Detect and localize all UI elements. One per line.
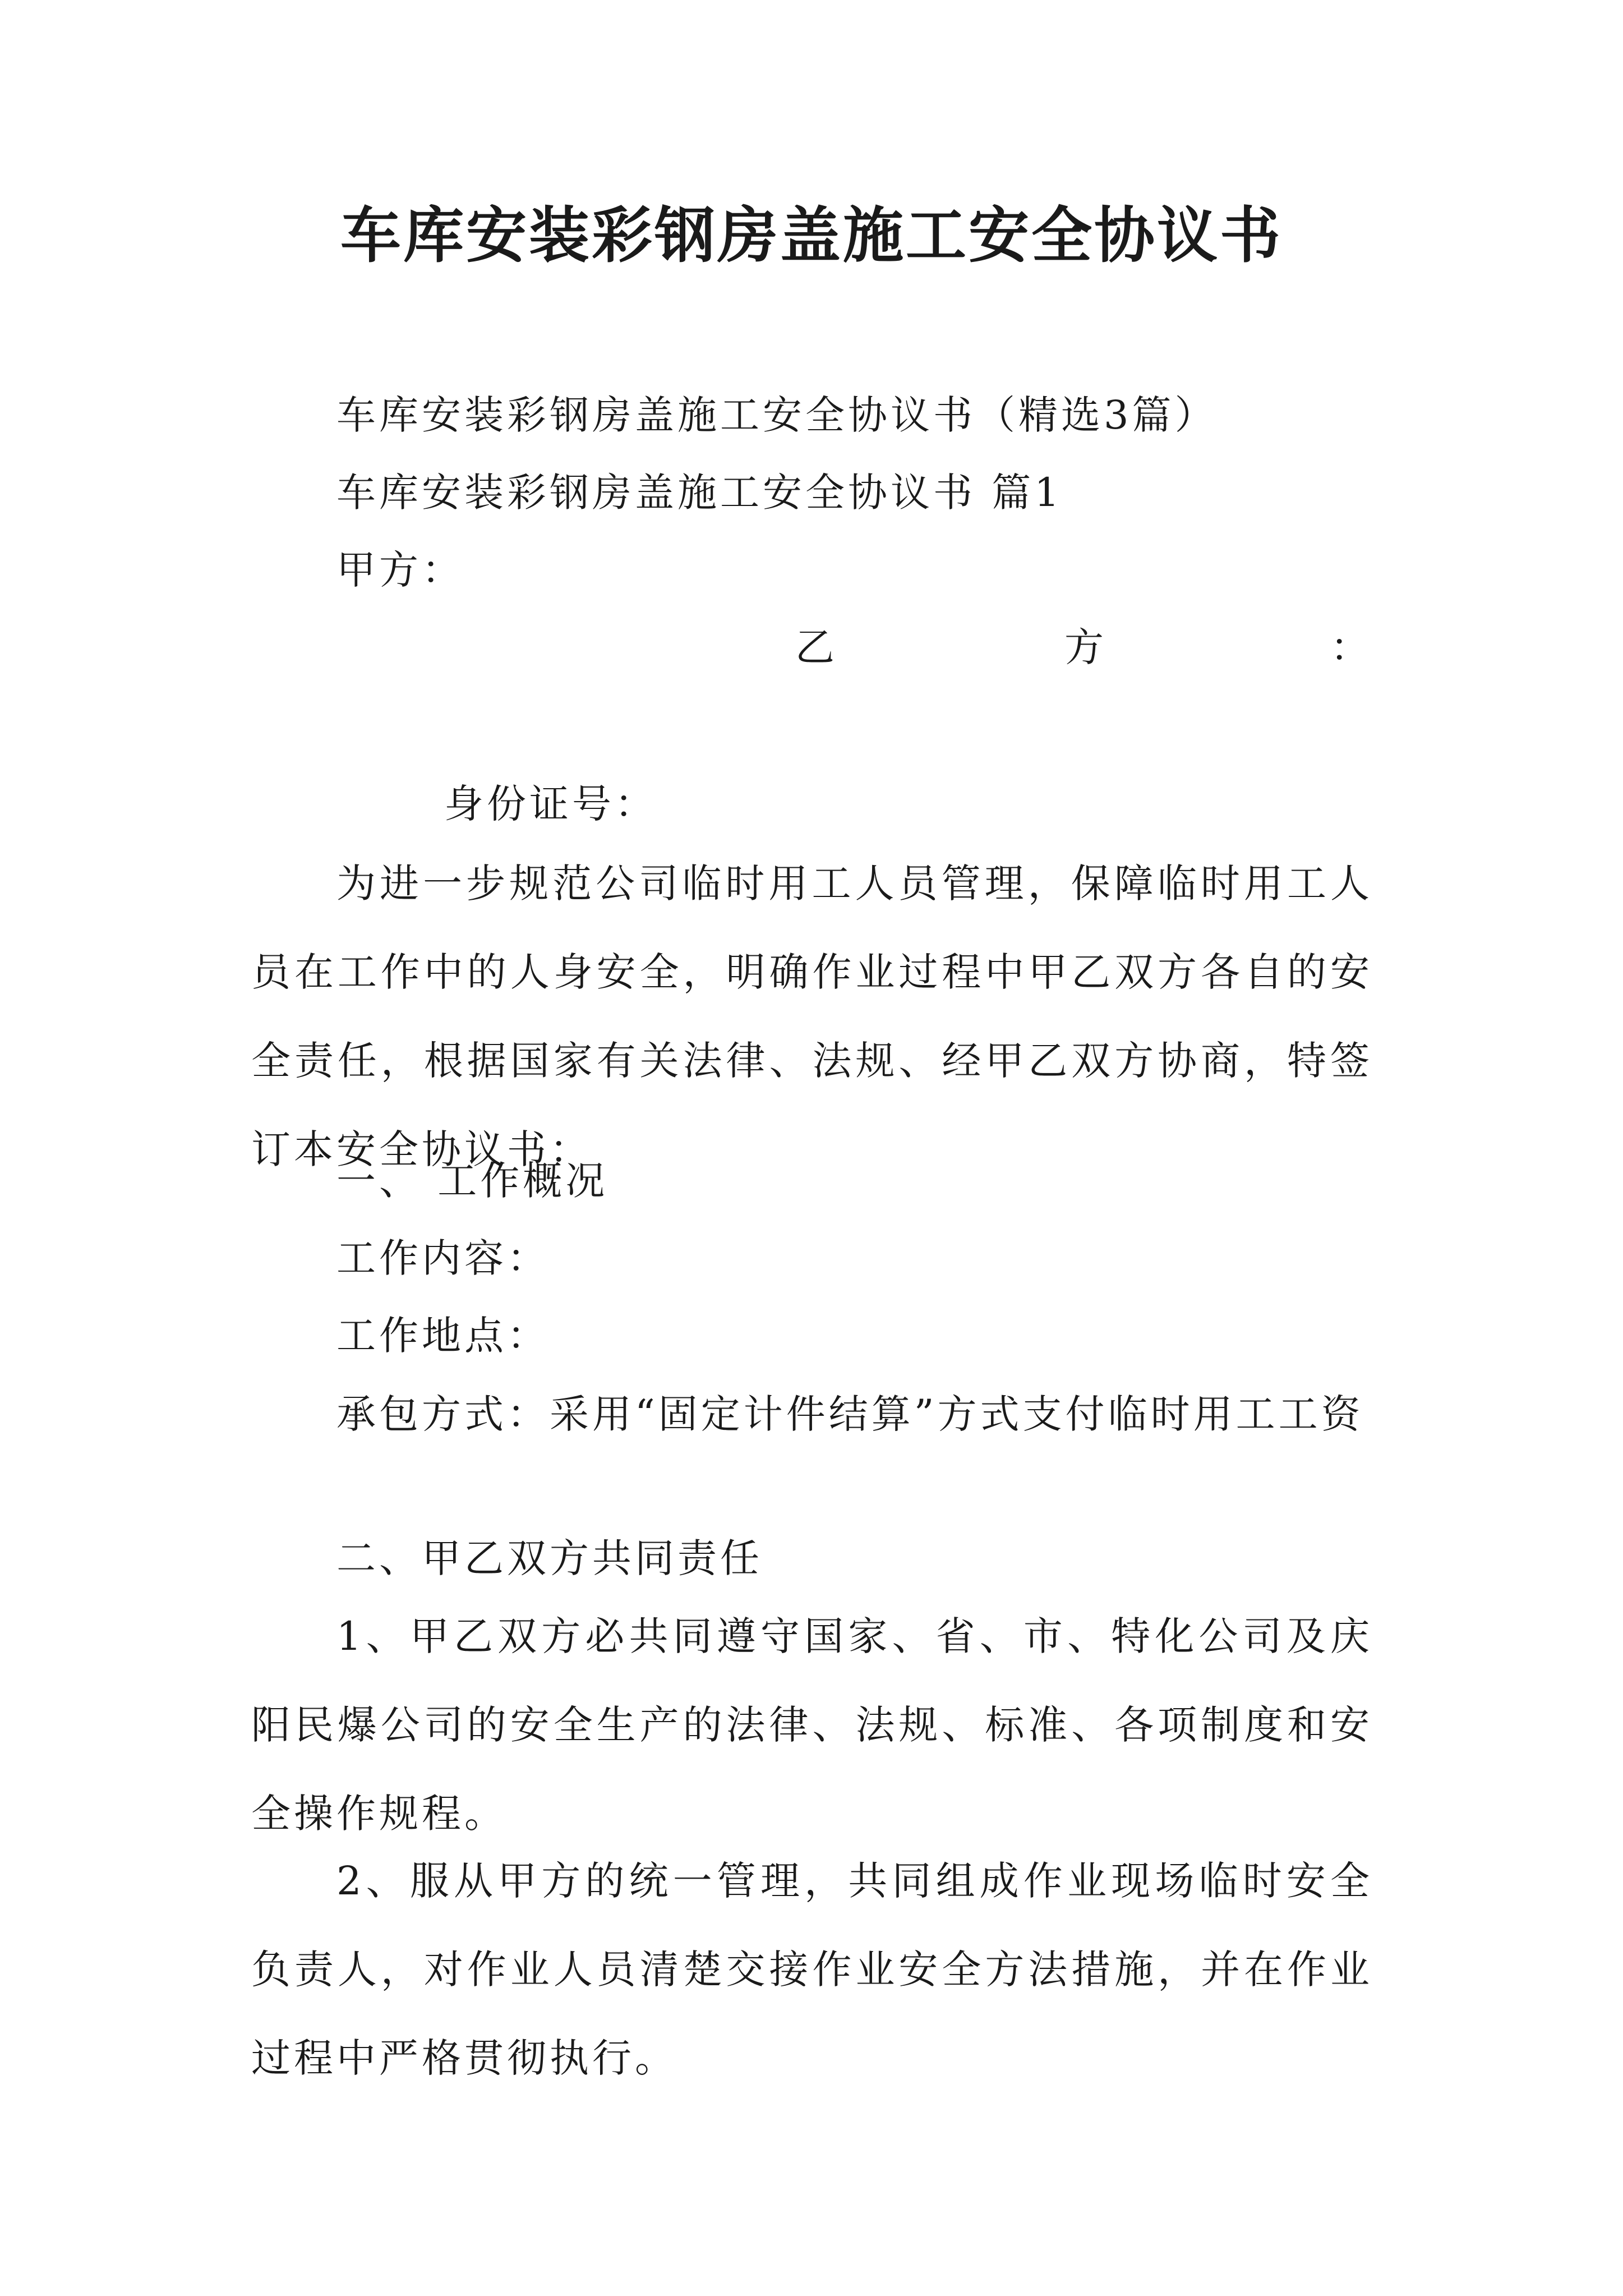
contract-method-paragraph: 承包方式：采用“固定计件结算”方式支付临时用工工资 [336, 1391, 1364, 1437]
id-number-label: 身份证号： [444, 781, 657, 827]
party-b-colon: ： [1330, 624, 1370, 670]
document-title: 车库安装彩钢房盖施工安全协议书 [340, 200, 1283, 271]
intro-paragraph: 为进一步规范公司临时用工人员管理，保障临时用工人员在工作中的人身安全，明确作业过程中甲乙双方各自的安全责任，根据国家有关法律、法规、经甲乙双方协商，特签订本安全协议书： [251, 861, 1373, 1172]
work-location-label: 工作地点： [336, 1313, 550, 1359]
work-content-label: 工作内容： [336, 1235, 550, 1281]
party-b-char1: 乙 [795, 624, 834, 670]
item1-paragraph: 1、甲乙双方必共同遵守国家、省、市、特化公司及庆阳民爆公司的安全生产的法律、法规、标准、各项制度和安全操作规程。 [251, 1613, 1373, 1837]
party-b-char2: 方 [1064, 624, 1104, 670]
party-a-label: 甲方： [336, 547, 464, 593]
section1-heading: 一、 工作概况 [336, 1158, 608, 1204]
subtitle-selection: 车库安装彩钢房盖施工安全协议书（精选3篇） [336, 392, 1218, 438]
section2-heading: 二、甲乙双方共同责任 [336, 1535, 763, 1581]
item2-paragraph: 2、服从甲方的统一管理，共同组成作业现场临时安全负责人，对作业人员清楚交接作业安全方法措施，并在作业过程中严格贯彻执行。 [251, 1858, 1373, 2081]
subtitle-part: 车库安装彩钢房盖施工安全协议书 篇1 [336, 470, 1063, 516]
